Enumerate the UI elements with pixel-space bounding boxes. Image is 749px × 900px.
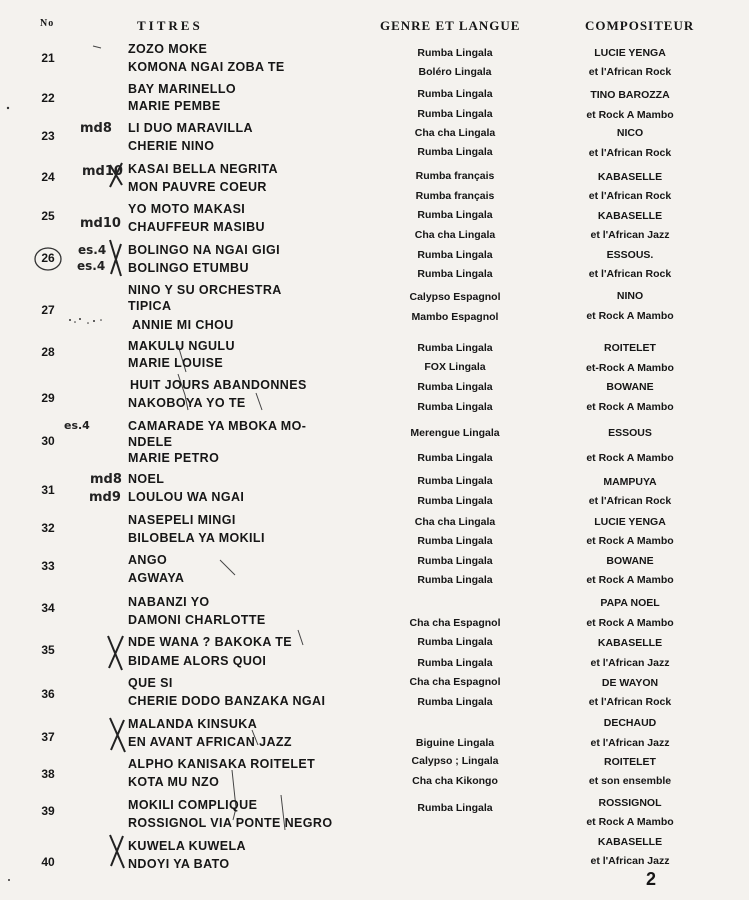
song-title: NASEPELI MINGI bbox=[128, 513, 236, 527]
row-number: 40 bbox=[41, 855, 55, 869]
composer: et l'African Rock bbox=[588, 495, 672, 507]
song-title: MAKULU NGULU bbox=[128, 339, 235, 353]
row-number: 36 bbox=[41, 687, 55, 701]
row-number: 23 bbox=[41, 129, 55, 143]
song-title: LI DUO MARAVILLA bbox=[128, 121, 253, 135]
genre-language: Cha cha Lingala bbox=[414, 127, 496, 139]
row-number: 28 bbox=[41, 345, 55, 359]
row-number: 39 bbox=[41, 804, 55, 818]
composer: KABASELLE bbox=[597, 210, 663, 222]
composer: et Rock A Mambo bbox=[586, 310, 674, 322]
genre-language: Cha cha Espagnol bbox=[409, 676, 501, 688]
genre-language: Cha cha Kikongo bbox=[412, 775, 498, 787]
page-number: 2 bbox=[646, 869, 657, 889]
song-title: KOTA MU NZO bbox=[128, 775, 220, 789]
composer: NINO bbox=[616, 290, 644, 302]
genre-language: Rumba Lingala bbox=[417, 475, 493, 487]
composer: LUCIE YENGA bbox=[594, 516, 666, 528]
song-title: MARIE PETRO bbox=[128, 451, 220, 465]
row-number: 34 bbox=[41, 601, 55, 615]
column-header-genre: GENRE ET LANGUE bbox=[380, 18, 521, 33]
genre-language: Biguine Lingala bbox=[415, 737, 495, 749]
song-title: BAY MARINELLO bbox=[128, 82, 236, 96]
row-number: 30 bbox=[41, 434, 55, 448]
handwritten-note: es.4 bbox=[78, 243, 107, 257]
row-number: 33 bbox=[41, 559, 55, 573]
song-title: CHERIE DODO BANZAKA NGAI bbox=[128, 694, 326, 708]
row-number: 22 bbox=[41, 91, 55, 105]
composer: et l'African Rock bbox=[588, 66, 672, 78]
composer: et son ensemble bbox=[588, 775, 672, 787]
song-title: EN AVANT AFRICAN JAZZ bbox=[128, 735, 292, 749]
composer: ROSSIGNOL bbox=[598, 797, 662, 809]
genre-language: Boléro Lingala bbox=[418, 66, 492, 78]
genre-language: Cha cha Lingala bbox=[414, 229, 496, 241]
composer: et l'African Jazz bbox=[590, 737, 670, 749]
song-title: KUWELA KUWELA bbox=[128, 839, 246, 853]
composer: DE WAYON bbox=[601, 677, 659, 689]
composer: MAMPUYA bbox=[603, 476, 657, 488]
composer: et-Rock A Mambo bbox=[586, 362, 674, 374]
composer: DECHAUD bbox=[603, 717, 657, 729]
composer: KABASELLE bbox=[597, 836, 663, 848]
genre-language: Rumba Lingala bbox=[417, 342, 493, 354]
genre-language: Rumba français bbox=[415, 170, 495, 182]
song-title: MON PAUVRE COEUR bbox=[128, 180, 267, 194]
composer: et Rock A Mambo bbox=[586, 401, 674, 413]
column-header-no: No bbox=[40, 18, 55, 29]
genre-language: Rumba Lingala bbox=[417, 249, 493, 261]
composer: ROITELET bbox=[604, 342, 656, 354]
composer: PAPA NOEL bbox=[600, 597, 660, 609]
song-title: DAMONI CHARLOTTE bbox=[128, 613, 266, 627]
song-title: CHAUFFEUR MASIBU bbox=[128, 220, 265, 234]
row-number: 27 bbox=[41, 303, 55, 317]
handwritten-note: md10 bbox=[82, 164, 123, 179]
composer: ROITELET bbox=[604, 756, 656, 768]
song-title: NAKOBOYA YO TE bbox=[128, 396, 246, 410]
genre-language: Rumba Lingala bbox=[417, 696, 493, 708]
genre-language: Merengue Lingala bbox=[410, 427, 500, 439]
song-title: BOLINGO NA NGAI GIGI bbox=[128, 243, 280, 257]
composer: et Rock A Mambo bbox=[586, 574, 674, 586]
genre-language: Rumba Lingala bbox=[417, 381, 493, 393]
song-title: MOKILI COMPLIQUE bbox=[128, 798, 258, 812]
row-number: 38 bbox=[41, 767, 55, 781]
composer: KABASELLE bbox=[597, 171, 663, 183]
row-number: 37 bbox=[41, 730, 55, 744]
composer: LUCIE YENGA bbox=[594, 47, 666, 59]
song-title: ZOZO MOKE bbox=[128, 42, 208, 56]
song-title: LOULOU WA NGAI bbox=[128, 490, 245, 504]
composer: et l'African Rock bbox=[588, 268, 672, 280]
composer: BOWANE bbox=[606, 555, 654, 567]
song-title: NOEL bbox=[128, 472, 165, 486]
song-title: HUIT JOURS ABANDONNES bbox=[130, 378, 307, 392]
song-title: CAMARADE YA MBOKA MO- bbox=[128, 419, 307, 433]
genre-language: Rumba Lingala bbox=[417, 452, 493, 464]
row-number: 29 bbox=[41, 391, 55, 405]
genre-language: Rumba Lingala bbox=[417, 268, 493, 280]
column-header-titles: TITRES bbox=[137, 18, 203, 33]
song-title: NDOYI YA BATO bbox=[128, 857, 230, 871]
genre-language: Rumba Lingala bbox=[417, 88, 493, 100]
composer: et Rock A Mambo bbox=[586, 452, 674, 464]
genre-language: Rumba Lingala bbox=[417, 574, 493, 586]
genre-language: Rumba Lingala bbox=[417, 108, 493, 120]
song-title: CHERIE NINO bbox=[128, 139, 215, 153]
composer: et l'African Jazz bbox=[590, 657, 670, 669]
genre-language: Calypso ; Lingala bbox=[411, 755, 499, 767]
row-number: 24 bbox=[41, 170, 55, 184]
genre-language: Calypso Espagnol bbox=[409, 291, 501, 303]
composer: et Rock A Mambo bbox=[586, 109, 674, 121]
composer: et l'African Jazz bbox=[590, 229, 670, 241]
genre-language: Rumba français bbox=[415, 190, 495, 202]
row-number: 21 bbox=[41, 51, 55, 65]
genre-language: Rumba Lingala bbox=[417, 535, 493, 547]
song-title: QUE SI bbox=[128, 676, 173, 690]
song-title: ANNIE MI CHOU bbox=[132, 318, 234, 332]
song-title: TIPICA bbox=[128, 299, 172, 313]
song-title: AGWAYA bbox=[128, 571, 185, 585]
genre-language: Rumba Lingala bbox=[417, 47, 493, 59]
song-title: BOLINGO ETUMBU bbox=[128, 261, 249, 275]
song-title: NDE WANA ? BAKOKA TE bbox=[128, 635, 293, 649]
handwritten-note: md8 bbox=[80, 121, 112, 136]
row-number: 35 bbox=[41, 643, 55, 657]
genre-language: Rumba Lingala bbox=[417, 555, 493, 567]
composer: et Rock A Mambo bbox=[586, 816, 674, 828]
composer: et l'African Rock bbox=[588, 147, 672, 159]
handwritten-note: es.4 bbox=[77, 259, 106, 273]
composer: BOWANE bbox=[606, 381, 654, 393]
composer: et l'African Jazz bbox=[590, 855, 670, 867]
song-title: MARIE LOUISE bbox=[128, 356, 224, 370]
song-title: NDELE bbox=[128, 435, 173, 449]
song-title: ANGO bbox=[128, 553, 168, 567]
composer: et Rock A Mambo bbox=[586, 535, 674, 547]
genre-language: Mambo Espagnol bbox=[411, 311, 499, 323]
cross-marks bbox=[108, 163, 125, 868]
handwritten-note: md9 bbox=[89, 490, 121, 505]
row-number: 26 bbox=[41, 251, 55, 265]
genre-language: Rumba Lingala bbox=[417, 657, 493, 669]
song-title: NINO Y SU ORCHESTRA bbox=[128, 283, 282, 297]
song-title: ROSSIGNOL VIA PONTE NEGRO bbox=[128, 816, 333, 830]
composer: ESSOUS bbox=[608, 427, 652, 439]
genre-language: Cha cha Espagnol bbox=[409, 617, 501, 629]
song-title: NABANZI YO bbox=[128, 595, 210, 609]
composer: et l'African Rock bbox=[588, 190, 672, 202]
handwritten-note: md8 bbox=[90, 472, 122, 487]
song-title: BILOBELA YA MOKILI bbox=[128, 531, 265, 545]
song-title: MALANDA KINSUKA bbox=[128, 717, 258, 731]
circle-mark bbox=[35, 248, 61, 270]
composer: et l'African Rock bbox=[588, 696, 672, 708]
row-number: 31 bbox=[41, 483, 55, 497]
handwritten-note: es.4 bbox=[64, 419, 90, 432]
genre-language: Rumba Lingala bbox=[417, 495, 493, 507]
song-title: BIDAME ALORS QUOI bbox=[128, 654, 267, 668]
composer: TINO BAROZZA bbox=[590, 89, 670, 101]
composer: ESSOUS. bbox=[606, 249, 654, 261]
genre-language: Rumba Lingala bbox=[417, 146, 493, 158]
genre-language: Rumba Lingala bbox=[417, 209, 493, 221]
genre-language: Rumba Lingala bbox=[417, 636, 493, 648]
composer: NICO bbox=[616, 127, 644, 139]
genre-language: FOX Lingala bbox=[424, 361, 486, 373]
handwritten-note: md10 bbox=[80, 216, 121, 231]
row-number: 25 bbox=[41, 209, 55, 223]
row-number: 32 bbox=[41, 521, 55, 535]
song-title: YO MOTO MAKASI bbox=[128, 202, 246, 216]
column-header-composer: COMPOSITEUR bbox=[585, 18, 695, 33]
genre-language: Rumba Lingala bbox=[417, 802, 493, 814]
composer: KABASELLE bbox=[597, 637, 663, 649]
composer: et Rock A Mambo bbox=[586, 617, 674, 629]
song-title: KASAI BELLA NEGRITA bbox=[128, 162, 278, 176]
genre-language: Cha cha Lingala bbox=[414, 516, 496, 528]
genre-language: Rumba Lingala bbox=[417, 401, 493, 413]
song-title: KOMONA NGAI ZOBA TE bbox=[128, 60, 285, 74]
song-title: MARIE PEMBE bbox=[128, 99, 221, 113]
song-title: ALPHO KANISAKA ROITELET bbox=[128, 757, 316, 771]
